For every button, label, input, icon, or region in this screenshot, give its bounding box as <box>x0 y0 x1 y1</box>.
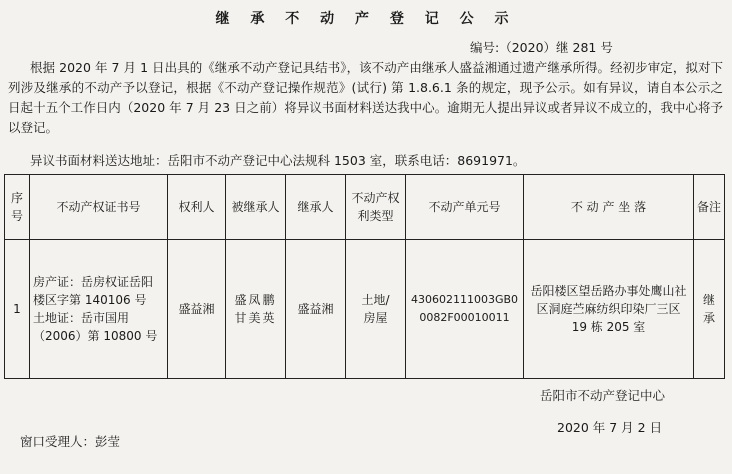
table-header-row <box>5 175 725 240</box>
cell-location: 岳阳楼区望岳路办事处鹰山社区洞庭苎麻纺织印染厂三区 19 栋 205 室 <box>524 240 694 379</box>
header-location: 不 动 产 坐 落 <box>524 175 694 240</box>
document-title: 继 承 不 动 产 登 记 公 示 <box>215 11 517 27</box>
header-right-holder: 权利人 <box>168 175 226 240</box>
cell-right-type: 土地/ 房屋 <box>346 240 406 379</box>
notice-body: 根据 2020 年 7 月 1 日出具的《继承不动产登记具结书》，该不动产由继承人盛益湘通过遗产继承所得。经初步审定，拟对下列涉及继承的不动产予以登记，根据《不动产登记操作规范》(试行) 第 1.8.6.1 条的规定，现予公示。如有异议，请自本公示之日起十五个工作日内（2020 年 7 月 23 日之前）将异议书面材料送达我中心。逾期无人提出异议或者异议不成立的，我中心将予以登记。 <box>8 60 723 135</box>
header-heir: 继承人 <box>286 175 346 240</box>
cell-cert: 房产证：岳房权证岳阳楼区字第 140106 号 土地证：岳市国用（2006）第 10800 号 <box>30 240 168 379</box>
header-right-type: 不动产权利类型 <box>346 175 406 240</box>
table-row <box>5 240 725 379</box>
issue-date: 2020 年 7 月 2 日 <box>557 420 663 435</box>
property-table <box>4 174 725 379</box>
header-decedent: 被继承人 <box>226 175 286 240</box>
header-seq: 序号 <box>5 175 30 240</box>
header-remark: 备注 <box>694 175 725 240</box>
document-number: 编号:（2020）继 281 号 <box>470 40 613 55</box>
header-unit-no: 不动产单元号 <box>406 175 524 240</box>
receiver-line: 窗口受理人：彭莹 <box>20 434 121 449</box>
objection-address: 异议书面材料送达地址：岳阳市不动产登记中心法规科 1503 室，联系电话：8691971。 <box>30 153 526 168</box>
cell-right-holder: 盛益湘 <box>168 240 226 379</box>
issuer-name: 岳阳市不动产登记中心 <box>540 388 666 403</box>
cell-unit-no: 430602111003GB00082F00010011 <box>406 240 524 379</box>
cell-decedent: 盛凤鹏 甘美英 <box>226 240 286 379</box>
header-cert: 不动产权证书号 <box>30 175 168 240</box>
cell-heir: 盛益湘 <box>286 240 346 379</box>
cell-remark: 继 承 <box>694 240 725 379</box>
cell-seq: 1 <box>5 240 30 379</box>
